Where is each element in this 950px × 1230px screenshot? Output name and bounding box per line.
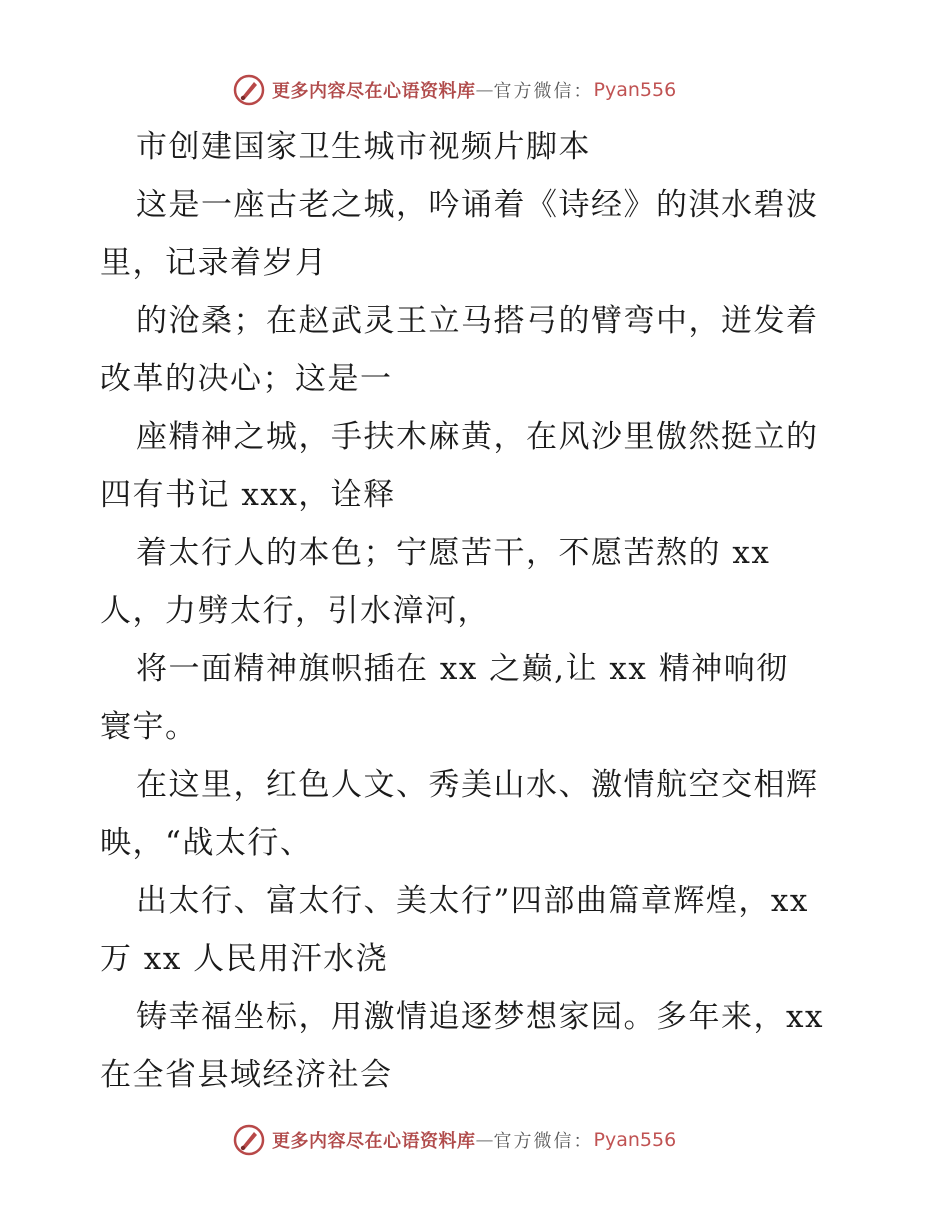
text-line: 万 xx 人民用汗水浇 (100, 941, 389, 977)
watermark-wechat-id: Pyan556 (593, 79, 677, 101)
red-seal-pen-icon (232, 73, 266, 107)
text-line: 这是一座古老之城，吟诵着《诗经》的淇水碧波 (136, 187, 819, 223)
watermark-dash: — (475, 79, 494, 101)
text-line: 将一面精神旗帜插在 xx 之巅,让 xx 精神响彻 (136, 651, 789, 687)
text-line: 在全省县域经济社会 (100, 1057, 393, 1093)
red-seal-pen-icon (232, 1123, 266, 1157)
text-line: 人，力劈太行，引水漳河， (100, 593, 490, 629)
text-line: 铸幸福坐标，用激情追逐梦想家园。多年来，xx (136, 999, 824, 1035)
text-line: 座精神之城，手扶木麻黄，在风沙里傲然挺立的 (136, 419, 819, 455)
watermark-wechat-label: 官方微信： (493, 1131, 594, 1152)
watermark-main-text: 更多内容尽在心语资料库 (272, 1131, 476, 1152)
text-line: 在这里，红色人文、秀美山水、激情航空交相辉 (136, 767, 819, 803)
watermark-banner-top (232, 72, 676, 108)
watermark-banner-bottom (232, 1122, 676, 1158)
text-line: 着太行人的本色；宁愿苦干，不愿苦熬的 xx (136, 535, 771, 571)
document-title: 市创建国家卫生城市视频片脚本 (136, 129, 591, 165)
text-line: 的沧桑；在赵武灵王立马搭弓的臂弯中，迸发着 (136, 303, 819, 339)
text-line: 改革的决心；这是一 (100, 361, 393, 397)
text-line: 寰宇。 (100, 709, 198, 745)
watermark-dash: — (475, 1129, 494, 1151)
text-line: 映，“战太行、 (100, 825, 313, 861)
text-line: 出太行、富太行、美太行”四部曲篇章辉煌，xx (136, 883, 809, 919)
watermark-wechat-id: Pyan556 (593, 1129, 677, 1151)
text-line: 里，记录着岁月 (100, 245, 328, 281)
watermark-main-text: 更多内容尽在心语资料库 (272, 81, 476, 102)
text-line: 四有书记 xxx，诠释 (100, 477, 396, 513)
document-body (100, 118, 860, 1104)
watermark-wechat-label: 官方微信： (493, 81, 594, 102)
